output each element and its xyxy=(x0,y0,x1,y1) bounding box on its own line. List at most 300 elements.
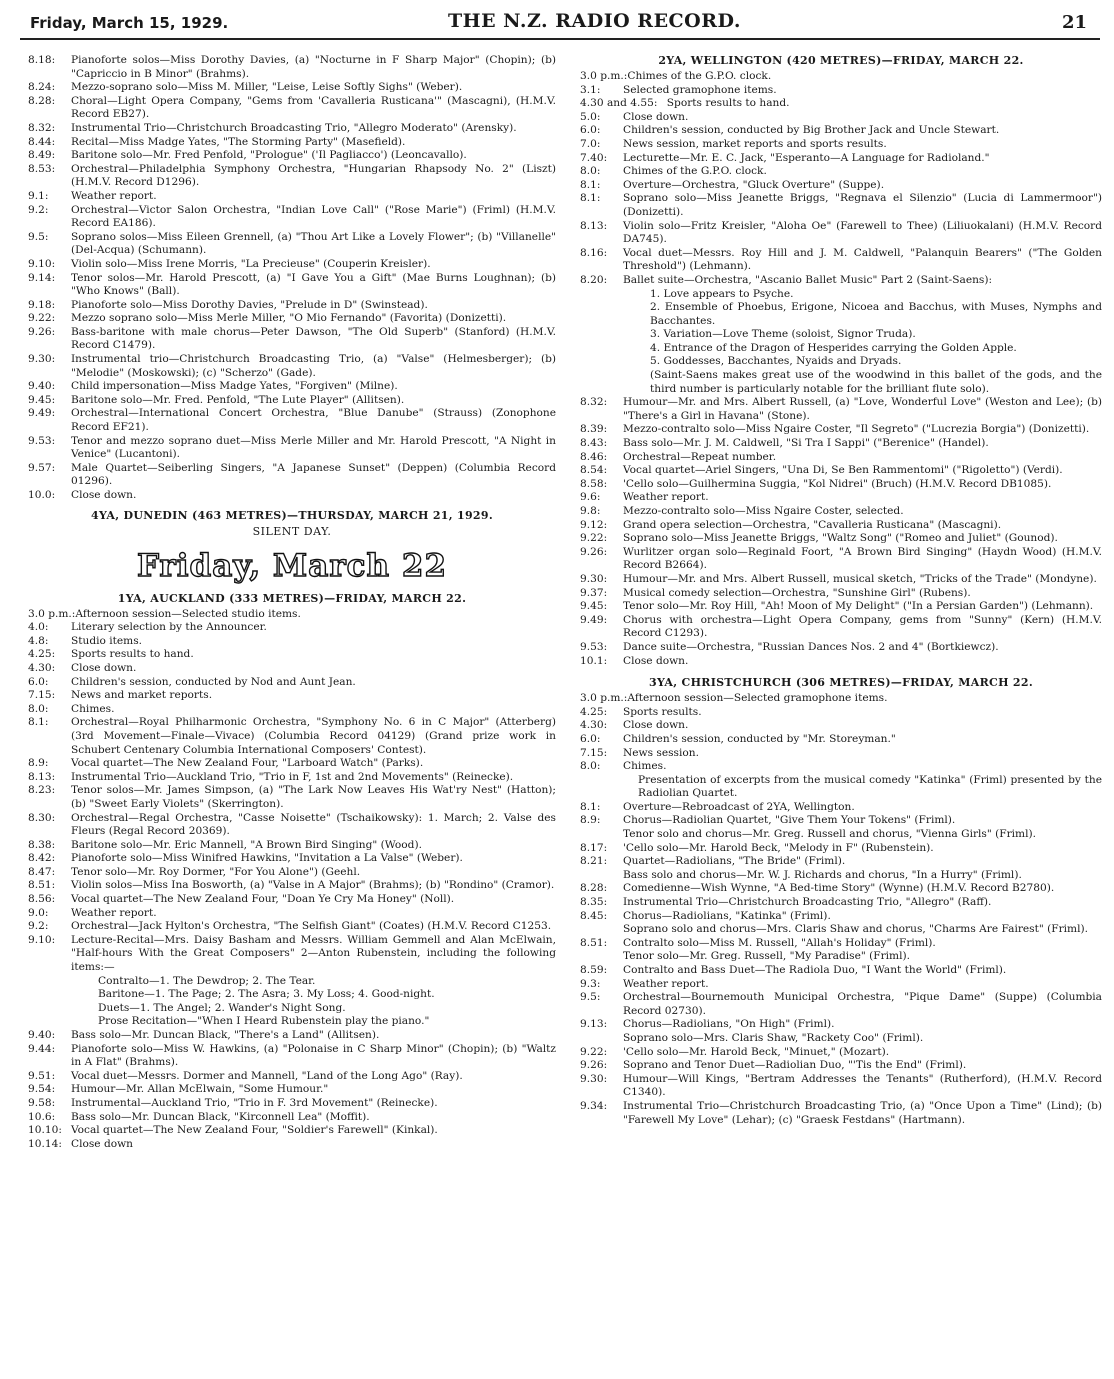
page-header xyxy=(0,0,1114,40)
entry-time: 8.39: xyxy=(580,423,608,436)
entry-time: 9.5: xyxy=(580,991,601,1004)
programme-entry xyxy=(580,519,1102,533)
entry-text: Chimes. xyxy=(71,702,115,715)
entry-time: 8.18: xyxy=(28,54,56,66)
entry-time: 9.51: xyxy=(28,1069,56,1082)
entry-text: Chorus—Radiolians, "Katinka" (Friml). xyxy=(623,909,831,922)
entry-text: Afternoon session—Selected studio items. xyxy=(75,607,301,620)
entry-text: Children's session, conducted by Nod and Aunt Jean. xyxy=(71,675,356,688)
entry-time: 8.42: xyxy=(28,852,56,865)
entry-text: Instrumental trio—Christchurch Broadcasting Trio, (a) "Valse" (Helmesberger); (b) "Melodie" (Moskowski); (c) "Scherzo" (Gade). xyxy=(71,353,556,379)
entry-text: Instrumental Trio—Christchurch Broadcasting Trio, "Allegro Moderato" (Arensky). xyxy=(71,121,517,134)
entry-text: Orchestral—Repeat number. xyxy=(623,450,777,463)
entry-time: 9.10: xyxy=(28,257,56,270)
programme-entry xyxy=(28,312,556,326)
entry-time: 9.10: xyxy=(28,933,56,946)
programme-entry xyxy=(28,920,556,934)
day-title: Friday, March 22 xyxy=(136,547,448,584)
programme-entry xyxy=(28,435,556,462)
programme-entry xyxy=(580,760,1102,774)
auckland-programme-list xyxy=(28,608,556,975)
programme-entry xyxy=(580,855,1102,869)
programme-entry xyxy=(580,1059,1102,1073)
programme-entry xyxy=(580,978,1102,992)
entry-time: 10.6: xyxy=(28,1110,56,1123)
programme-entry xyxy=(580,220,1102,247)
entry-time: 9.0: xyxy=(28,906,49,919)
entry-text: Vocal quartet—The New Zealand Four, "Doan Ye Cry Ma Honey" (Noll). xyxy=(71,893,455,906)
entry-time: 8.49: xyxy=(28,149,56,162)
programme-entry xyxy=(28,689,556,703)
entry-time: 9.44: xyxy=(28,1042,56,1055)
entry-time: 9.30: xyxy=(580,572,608,585)
entry-text: Humour—Mr. and Mrs. Albert Russell, musical sketch, "Tricks of the Trade" (Mondyne). xyxy=(623,572,1097,585)
entry-text: Soprano solos—Miss Eileen Grennell, (a) "Thou Art Like a Lovely Flower"; (b) "Villanelle" (Del-Acqua) (Schumann). xyxy=(71,230,556,257)
entry-text: Baritone solo—Mr. Fred Penfold, "Prologue" ('Il Pagliacco') (Leoncavallo). xyxy=(71,149,467,162)
programme-entry xyxy=(580,84,1102,98)
programme-entry xyxy=(580,719,1102,733)
entry-time: 10.10: xyxy=(28,1124,62,1137)
programme-entry xyxy=(580,478,1102,492)
programme-entry xyxy=(580,655,1102,669)
programme-entry xyxy=(580,1100,1102,1127)
entry-time: 8.51: xyxy=(28,879,56,892)
entry-text: Afternoon session—Selected gramophone items. xyxy=(627,692,888,705)
entry-text: Wurlitzer organ solo—Reginald Foort, "A Brown Bird Singing" (Haydn Wood) (H.M.V. Record B2664). xyxy=(623,545,1102,572)
programme-entry xyxy=(28,272,556,299)
entry-time: 8.9: xyxy=(580,814,601,827)
entry-time: 9.13: xyxy=(580,1018,608,1031)
programme-entry xyxy=(28,54,556,81)
christchurch-programme-list-4 xyxy=(580,882,1102,923)
entry-text: News session, market reports and sports results. xyxy=(623,137,887,150)
entry-time: 4.25: xyxy=(28,648,56,661)
entry-time: 8.1: xyxy=(580,800,601,813)
programme-entry xyxy=(28,1029,556,1043)
entry-text: Orchestral—Victor Salon Orchestra, "Indian Love Call" ("Rose Marie") (Friml) (H.M.V. Record EA186). xyxy=(71,203,556,230)
wellington-programme-list-2 xyxy=(580,396,1102,668)
entry-text: Overture—Orchestra, "Gluck Overture" (Suppe). xyxy=(623,178,885,191)
programme-entry xyxy=(28,407,556,434)
programme-entry xyxy=(28,1070,556,1084)
entry-time: 8.44: xyxy=(28,135,56,148)
christchurch-sub-item: Soprano solo—Mrs. Claris Shaw, "Rackety Coo" (Friml). xyxy=(623,1031,924,1044)
programme-entry xyxy=(580,801,1102,815)
programme-entry xyxy=(28,299,556,313)
programme-entry xyxy=(580,546,1102,573)
entry-text: Orchestral—Regal Orchestra, "Casse Noisette" (Tschaikowsky): 1. March; 2. Valse des Fleurs (Regal Record 20369). xyxy=(71,811,556,838)
entry-text: Lecturette—Mr. E. C. Jack, "Esperanto—A Language for Radioland." xyxy=(623,151,990,164)
entry-text: Orchestral—Royal Philharmonic Orchestra, "Symphony No. 6 in C Major" (Atterberg) (3rd Movement—Finale—Vivace) (Columbia Record 04129) (Grand prize work in Schubert Centenary Columbia International Composers' Contest). xyxy=(71,716,556,756)
entry-time: 9.6: xyxy=(580,491,601,504)
entry-text: Orchestral—Philadelphia Symphony Orchestra, "Hungarian Rhapsody No. 2" (Liszt) (H.M.V. Record D1296). xyxy=(71,162,556,189)
entry-text: Humour—Mr. Allan McElwain, "Some Humour." xyxy=(71,1083,329,1096)
entry-text: Close down. xyxy=(623,654,689,667)
programme-entry xyxy=(28,716,556,757)
programme-entry xyxy=(28,608,556,622)
entry-text: Bass solo—Mr. Duncan Black, "Kirconnell Lea" (Moffit). xyxy=(71,1110,370,1123)
entry-text: Vocal quartet—Ariel Singers, "Una Di, Se Ben Rammentomi" ("Rigoletto") (Verdi). xyxy=(623,464,1063,477)
entry-time: 9.58: xyxy=(28,1096,56,1109)
entry-text: Vocal duet—Messrs. Roy Hill and J. M. Caldwell, "Palanquin Bearers" ("The Golden Threshold") (Lehmann). xyxy=(623,246,1102,273)
entry-time: 8.16: xyxy=(580,246,608,259)
programme-entry xyxy=(28,81,556,95)
entry-time: 4.0: xyxy=(28,621,49,634)
programme-entry xyxy=(580,192,1102,219)
programme-entry xyxy=(580,733,1102,747)
entry-text: Mezzo-contralto solo—Miss Ngaire Coster, selected. xyxy=(623,505,904,517)
right-column xyxy=(580,54,1102,1127)
programme-entry xyxy=(580,896,1102,910)
entry-time: 8.47: xyxy=(28,865,56,878)
entry-text: Violin solo—Fritz Kreisler, "Aloha Oe" (Farewell to Thee) (Liliuokalani) (H.M.V. Record DA745). xyxy=(623,219,1102,246)
programme-entry xyxy=(580,882,1102,896)
entry-time: 10.14: xyxy=(28,1137,62,1150)
entry-time: 8.9: xyxy=(28,757,49,770)
entry-text: Tenor and mezzo soprano duet—Miss Merle Miller and Mr. Harold Prescott, "A Night in Venice" (Lucantoni). xyxy=(71,434,556,461)
entry-time: 8.46: xyxy=(580,450,608,463)
wellington-programme-list xyxy=(580,70,1102,288)
wellington-heading: 2YA, WELLINGTON (420 METRES)—FRIDAY, MARCH 22. xyxy=(658,54,1024,67)
programme-entry xyxy=(28,258,556,272)
programme-entry xyxy=(28,326,556,353)
entry-text: Overture—Rebroadcast of 2YA, Wellington. xyxy=(623,800,855,813)
sub-item: Baritone—1. The Page; 2. The Asra; 3. My Loss; 4. Good-night. xyxy=(98,988,435,1001)
programme-entry xyxy=(28,866,556,880)
programme-entry xyxy=(580,152,1102,166)
entry-time: 9.45: xyxy=(580,600,608,613)
entry-text: Contralto solo—Miss M. Russell, "Allah's Holiday" (Friml). xyxy=(623,936,936,949)
entry-text: Soprano solo—Miss Jeanette Briggs, "Waltz Song" ("Romeo and Juliet" (Gounod). xyxy=(623,532,1058,545)
entry-time: 3.0 p.m.: xyxy=(28,607,76,620)
programme-entry xyxy=(28,621,556,635)
entry-time: 8.54: xyxy=(580,464,608,477)
entry-text: Children's session, conducted by "Mr. Storeyman." xyxy=(623,732,896,745)
entry-text: Contralto and Bass Duet—The Radiola Duo, "I Want the World" (Friml). xyxy=(623,964,1007,976)
entry-time: 9.45: xyxy=(28,393,56,406)
programme-entry xyxy=(28,149,556,163)
entry-time: 8.0: xyxy=(28,702,49,715)
entry-text: Selected gramophone items. xyxy=(623,83,777,96)
entry-time: 8.38: xyxy=(28,838,56,851)
programme-entry xyxy=(28,1083,556,1097)
entry-time: 8.51: xyxy=(580,936,608,949)
entry-time: 4.8: xyxy=(28,634,49,647)
entry-text: Tenor solo—Mr. Roy Hill, "Ah! Moon of My Delight" ("In a Persian Garden") (Lehmann). xyxy=(623,600,1094,613)
entry-text: 'Cello solo—Mr. Harold Beck, "Minuet," (Mozart). xyxy=(623,1045,890,1058)
entry-time: 8.28: xyxy=(580,882,608,895)
entry-time: 9.22: xyxy=(580,1045,608,1058)
entry-text: Comedienne—Wish Wynne, "A Bed-time Story" (Wynne) (H.M.V. Record B2780). xyxy=(623,882,1055,895)
programme-entry xyxy=(28,812,556,839)
programme-entry xyxy=(580,451,1102,465)
page-number: 21 xyxy=(1062,12,1088,33)
entry-text: Orchestral—Bournemouth Municipal Orchestra, "Pique Dame" (Suppe) (Columbia Record 02730). xyxy=(623,991,1102,1017)
entry-time: 5.0: xyxy=(580,110,601,123)
christchurch-programme-list-5 xyxy=(580,937,1102,951)
entry-time: 8.32: xyxy=(28,121,56,134)
programme-entry xyxy=(28,771,556,785)
christchurch-sub-item: Tenor solo—Mr. Greg. Russell, "My Paradise" (Friml). xyxy=(623,950,910,963)
entry-time: 8.32: xyxy=(580,396,608,409)
entry-text: Instrumental Trio—Christchurch Broadcasting Trio, (a) "Once Upon a Time" (Lind); (b) "Farewell My Love" (Lehar); (c) "Graesk Festdans" (Hartmann). xyxy=(623,1099,1102,1126)
entry-text: Soprano solo—Miss Jeanette Briggs, "Regnava el Silenzio" (Lucia di Lammermoor") (Donizetti). xyxy=(623,192,1102,218)
programme-entry xyxy=(28,852,556,866)
programme-entry xyxy=(28,462,556,489)
entry-time: 8.35: xyxy=(580,896,608,909)
entry-time: 9.8: xyxy=(580,505,601,517)
auckland-programme-list-2 xyxy=(28,1029,556,1151)
entry-time: 8.43: xyxy=(580,437,608,450)
dunedin-silent-day: SILENT DAY. xyxy=(252,524,332,538)
programme-entry xyxy=(28,1111,556,1125)
entry-text: News and market reports. xyxy=(71,689,213,702)
entry-text: Weather report. xyxy=(71,189,157,202)
entry-text: Bass-baritone with male chorus—Peter Dawson, "The Old Superb" (Stanford) (H.M.V. Record C1479). xyxy=(71,325,556,352)
entry-time: 8.30: xyxy=(28,811,56,824)
programme-entry xyxy=(28,231,556,258)
entry-time: 9.40: xyxy=(28,380,56,393)
entry-time: 9.12: xyxy=(580,518,608,531)
entry-text: Mezzo-soprano solo—Miss M. Miller, "Leise, Leise Softly Sighs" (Weber). xyxy=(71,81,463,94)
entry-text: Weather report. xyxy=(623,977,709,990)
christchurch-sub-item: Soprano solo and chorus—Mrs. Claris Shaw and chorus, "Charms Are Fairest" (Friml). xyxy=(623,923,1088,936)
entry-time: 9.53: xyxy=(28,434,56,447)
entry-time: 9.37: xyxy=(580,586,608,599)
programme-entry xyxy=(580,747,1102,761)
issue-date: Friday, March 15, 1929. xyxy=(30,14,229,32)
entry-text: Studio items. xyxy=(71,634,143,647)
christchurch-heading: 3YA, CHRISTCHURCH (306 METRES)—FRIDAY, MARCH 22. xyxy=(649,676,1033,690)
programme-entry xyxy=(28,394,556,408)
entry-time: 8.1: xyxy=(580,178,601,191)
entry-text: Bass solo—Mr. Duncan Black, "There's a Land" (Allitsen). xyxy=(71,1029,380,1041)
programme-entry xyxy=(28,1124,556,1138)
programme-entry xyxy=(580,423,1102,437)
entry-text: Child impersonation—Miss Madge Yates, "Forgiven" (Milne). xyxy=(71,380,398,393)
entry-text: Instrumental Trio—Christchurch Broadcasting Trio, "Allegro" (Raff). xyxy=(623,896,992,909)
entry-text: Quartet—Radiolians, "The Bride" (Friml). xyxy=(623,855,846,868)
auckland-recital-items xyxy=(28,975,556,1029)
programme-entry xyxy=(28,662,556,676)
christchurch-sub-item: Tenor solo and chorus—Mr. Greg. Russell and chorus, "Vienna Girls" (Friml). xyxy=(623,828,1036,841)
entry-text: Recital—Miss Madge Yates, "The Storming Party" (Masefield). xyxy=(71,135,406,148)
dunedin-heading: 4YA, DUNEDIN (463 METRES)—THURSDAY, MARCH 21, 1929. xyxy=(91,508,493,522)
programme-entry xyxy=(580,505,1102,519)
entry-time: 8.53: xyxy=(28,162,56,175)
entry-text: News session. xyxy=(623,746,699,759)
entry-text: Vocal duet—Messrs. Dormer and Mannell, "Land of the Long Ago" (Ray). xyxy=(71,1069,463,1082)
entry-time: 8.45: xyxy=(580,909,608,922)
entry-time: 7.15: xyxy=(580,746,608,759)
programme-entry xyxy=(580,70,1102,84)
programme-entry xyxy=(580,692,1102,706)
entry-text: Vocal quartet—The New Zealand Four, "Larboard Watch" (Parks). xyxy=(71,757,424,770)
entry-time: 9.57: xyxy=(28,461,56,474)
programme-entry xyxy=(580,111,1102,125)
entry-time: 8.21: xyxy=(580,855,608,868)
christchurch-programme-list-6 xyxy=(580,964,1102,1032)
programme-entry xyxy=(580,464,1102,478)
entry-time: 6.0: xyxy=(28,675,49,688)
entry-time: 4.30 and 4.55: xyxy=(580,97,658,110)
programme-entry xyxy=(28,380,556,394)
entry-text: Pianoforte solos—Miss Dorothy Davies, (a) "Nocturne in F Sharp Major" (Chopin); (b) "Capriccio in B Minor" (Brahms). xyxy=(71,54,556,80)
entry-text: Pianoforte solo—Miss W. Hawkins, (a) "Polonaise in C Sharp Minor" (Chopin); (b) "Waltz in A Flat" (Brahms). xyxy=(71,1042,556,1069)
programme-entry xyxy=(28,122,556,136)
programme-entry xyxy=(28,703,556,717)
sub-item: 5. Goddesses, Bacchantes, Nyaids and Dryads. xyxy=(650,355,902,368)
entry-time: 8.17: xyxy=(580,841,608,854)
entry-text: Chimes. xyxy=(623,760,667,773)
entry-time: 4.30: xyxy=(580,719,608,732)
entry-time: 4.25: xyxy=(580,705,608,718)
programme-entry xyxy=(28,1043,556,1070)
entry-time: 9.40: xyxy=(28,1029,56,1041)
sub-item: 1. Love appears to Psyche. xyxy=(650,287,794,300)
christchurch-sub-item: Bass solo and chorus—Mr. W. J. Richards and chorus, "In a Hurry" (Friml). xyxy=(623,868,1022,881)
entry-time: 3.0 p.m.: xyxy=(580,70,628,82)
christchurch-continued-list xyxy=(28,54,556,503)
programme-entry xyxy=(580,179,1102,193)
christchurch-programme-list-7 xyxy=(580,1046,1102,1128)
entry-text: 'Cello solo—Guilhermina Suggia, "Kol Nidrei" (Bruch) (H.M.V. Record DB1085). xyxy=(623,477,1052,490)
programme-entry xyxy=(28,190,556,204)
entry-time: 8.0: xyxy=(580,760,601,773)
programme-entry xyxy=(580,991,1102,1018)
entry-text: Weather report. xyxy=(623,491,709,504)
entry-time: 9.49: xyxy=(28,407,56,420)
entry-time: 6.0: xyxy=(580,732,601,745)
header-rule xyxy=(20,38,1100,40)
programme-entry xyxy=(580,1018,1102,1032)
entry-time: 9.49: xyxy=(580,613,608,626)
programme-entry xyxy=(580,964,1102,978)
entry-time: 9.54: xyxy=(28,1083,56,1096)
entry-text: Tenor solo—Mr. Roy Dormer, "For You Alone") (Geehl. xyxy=(71,865,361,878)
entry-time: 9.5: xyxy=(28,230,49,243)
entry-text: Musical comedy selection—Orchestra, "Sunshine Girl" (Rubens). xyxy=(623,586,971,599)
entry-time: 10.1: xyxy=(580,654,608,667)
programme-entry xyxy=(28,648,556,662)
entry-text: Sports results to hand. xyxy=(71,648,194,661)
programme-entry xyxy=(580,842,1102,856)
entry-text: Weather report. xyxy=(71,906,157,919)
entry-text: Lecture-Recital—Mrs. Daisy Basham and Messrs. William Gemmell and Alan McElwain, "Half-hours With the Great Composers" 2—Anton Rubenstein, including the following items:— xyxy=(71,933,556,974)
christchurch-programme-list-2 xyxy=(580,801,1102,828)
programme-entry xyxy=(580,573,1102,587)
programme-entry xyxy=(580,532,1102,546)
entry-text: Male Quartet—Seiberling Singers, "A Japanese Sunset" (Deppen) (Columbia Record 01296). xyxy=(71,461,556,488)
entry-text: Mezzo-contralto solo—Miss Ngaire Coster, "Il Segreto" ("Lucrezia Borgia") (Donizetti). xyxy=(623,423,1090,436)
entry-time: 9.34: xyxy=(580,1099,608,1112)
entry-time: 9.3: xyxy=(580,977,601,990)
entry-text: Humour—Will Kings, "Bertram Addresses the Tenants" (Rutherford), (H.M.V. Record C1340). xyxy=(623,1072,1102,1099)
entry-text: Tenor solos—Mr. Harold Prescott, (a) "I Gave You a Gift" (Mae Burns Loughnan); (b) "Who Knows" (Ball). xyxy=(71,271,556,298)
programme-entry xyxy=(580,614,1102,641)
programme-entry xyxy=(580,247,1102,274)
programme-entry xyxy=(580,937,1102,951)
programme-entry xyxy=(28,353,556,380)
entry-text: Tenor solos—Mr. James Simpson, (a) "The Lark Now Leaves His Wat'ry Nest" (Hatton); (b) "Sweet Early Violets" (Skerrington). xyxy=(71,784,556,810)
entry-text: Close down. xyxy=(623,110,689,123)
entry-time: 9.26: xyxy=(580,1059,608,1072)
sub-item: 4. Entrance of the Dragon of Hesperides carrying the Golden Apple. xyxy=(650,341,1017,354)
entry-time: 9.22: xyxy=(28,312,56,325)
entry-text: Violin solos—Miss Ina Bosworth, (a) "Valse in A Major" (Brahms); (b) "Rondino" (Cramor). xyxy=(71,879,555,892)
entry-text: Mezzo soprano solo—Miss Merle Miller, "O Mio Fernando" (Favorita) (Donizetti). xyxy=(71,312,507,325)
entry-text: Close down. xyxy=(623,719,689,732)
entry-time: 8.0: xyxy=(580,165,601,178)
entry-time: 8.58: xyxy=(580,477,608,490)
entry-text: Pianoforte solo—Miss Winifred Hawkins, "Invitation a La Valse" (Weber). xyxy=(71,852,463,865)
sub-item: Prose Recitation—"When I Heard Rubenstein play the piano." xyxy=(98,1015,430,1028)
entry-time: 9.18: xyxy=(28,298,56,311)
programme-entry xyxy=(28,1097,556,1111)
entry-time: 9.30: xyxy=(580,1072,608,1085)
entry-time: 9.26: xyxy=(28,325,56,338)
entry-time: 9.2: xyxy=(28,203,49,216)
entry-text: Chimes of the G.P.O. clock. xyxy=(627,70,772,82)
programme-entry xyxy=(28,676,556,690)
christchurch-programme-list xyxy=(580,692,1102,774)
programme-entry xyxy=(28,757,556,771)
entry-text: Soprano and Tenor Duet—Radiolian Duo, "'Tis the End" (Friml). xyxy=(623,1059,967,1072)
programme-entry xyxy=(28,635,556,649)
programme-entry xyxy=(28,1138,556,1152)
entry-text: Orchestral—International Concert Orchestra, "Blue Danube" (Strauss) (Zonophone Record EF21). xyxy=(71,407,556,434)
auckland-heading: 1YA, AUCKLAND (333 METRES)—FRIDAY, MARCH 22. xyxy=(117,591,467,605)
entry-text: Baritone solo—Mr. Eric Mannell, "A Brown Bird Singing" (Wood). xyxy=(71,838,422,851)
entry-text: Pianoforte solo—Miss Dorothy Davies, "Prelude in D" (Swinstead). xyxy=(71,298,428,311)
programme-entry xyxy=(580,396,1102,423)
left-column xyxy=(28,54,556,1151)
entry-text: Chorus—Radiolians, "On High" (Friml). xyxy=(623,1018,835,1031)
programme-entry xyxy=(580,491,1102,505)
entry-text: Vocal quartet—The New Zealand Four, "Soldier's Farewell" (Kinkal). xyxy=(71,1124,438,1137)
entry-text: Orchestral—Jack Hylton's Orchestra, "The Selfish Giant" (Coates) (H.M.V. Record C1253. xyxy=(71,920,552,933)
entry-time: 3.0 p.m.: xyxy=(580,692,628,705)
christchurch-programme-list-3 xyxy=(580,842,1102,869)
entry-time: 8.20: xyxy=(580,273,608,286)
programme-entry xyxy=(580,641,1102,655)
programme-entry xyxy=(580,600,1102,614)
programme-entry xyxy=(580,124,1102,138)
programme-entry xyxy=(580,165,1102,179)
programme-entry xyxy=(580,274,1102,288)
programme-entry xyxy=(580,97,1102,111)
entry-time: 8.13: xyxy=(28,770,56,783)
sub-item: 3. Variation—Love Theme (soloist, Signor Truda). xyxy=(650,328,916,341)
sub-item: Contralto—1. The Dewdrop; 2. The Tear. xyxy=(98,974,316,987)
sub-item: (Saint-Saens makes great use of the woodwind in this ballet of the gods, and the third number is particularly notable for the brilliant flute solo). xyxy=(650,369,1102,395)
entry-time: 8.1: xyxy=(580,192,601,205)
entry-text: Literary selection by the Announcer. xyxy=(71,621,267,634)
entry-text: Sports results. xyxy=(623,705,702,718)
programme-entry xyxy=(580,814,1102,828)
entry-text: Instrumental—Auckland Trio, "Trio in F. 3rd Movement" (Reinecke). xyxy=(71,1096,438,1109)
entry-time: 10.0: xyxy=(28,489,56,501)
entry-time: 8.59: xyxy=(580,964,608,976)
entry-text: Bass solo—Mr. J. M. Caldwell, "Si Tra I Sappi" ("Berenice" (Handel). xyxy=(623,437,989,450)
programme-entry xyxy=(580,138,1102,152)
entry-text: Close down. xyxy=(71,661,137,674)
entry-text: Children's session, conducted by Big Brother Jack and Uncle Stewart. xyxy=(623,124,1000,137)
entry-text: 'Cello solo—Mr. Harold Beck, "Melody in F" (Rubenstein). xyxy=(623,841,934,854)
entry-time: 9.1: xyxy=(28,189,49,202)
programme-entry xyxy=(28,784,556,811)
entry-text: Instrumental Trio—Auckland Trio, "Trio in F, 1st and 2nd Movements" (Reinecke). xyxy=(71,770,514,783)
